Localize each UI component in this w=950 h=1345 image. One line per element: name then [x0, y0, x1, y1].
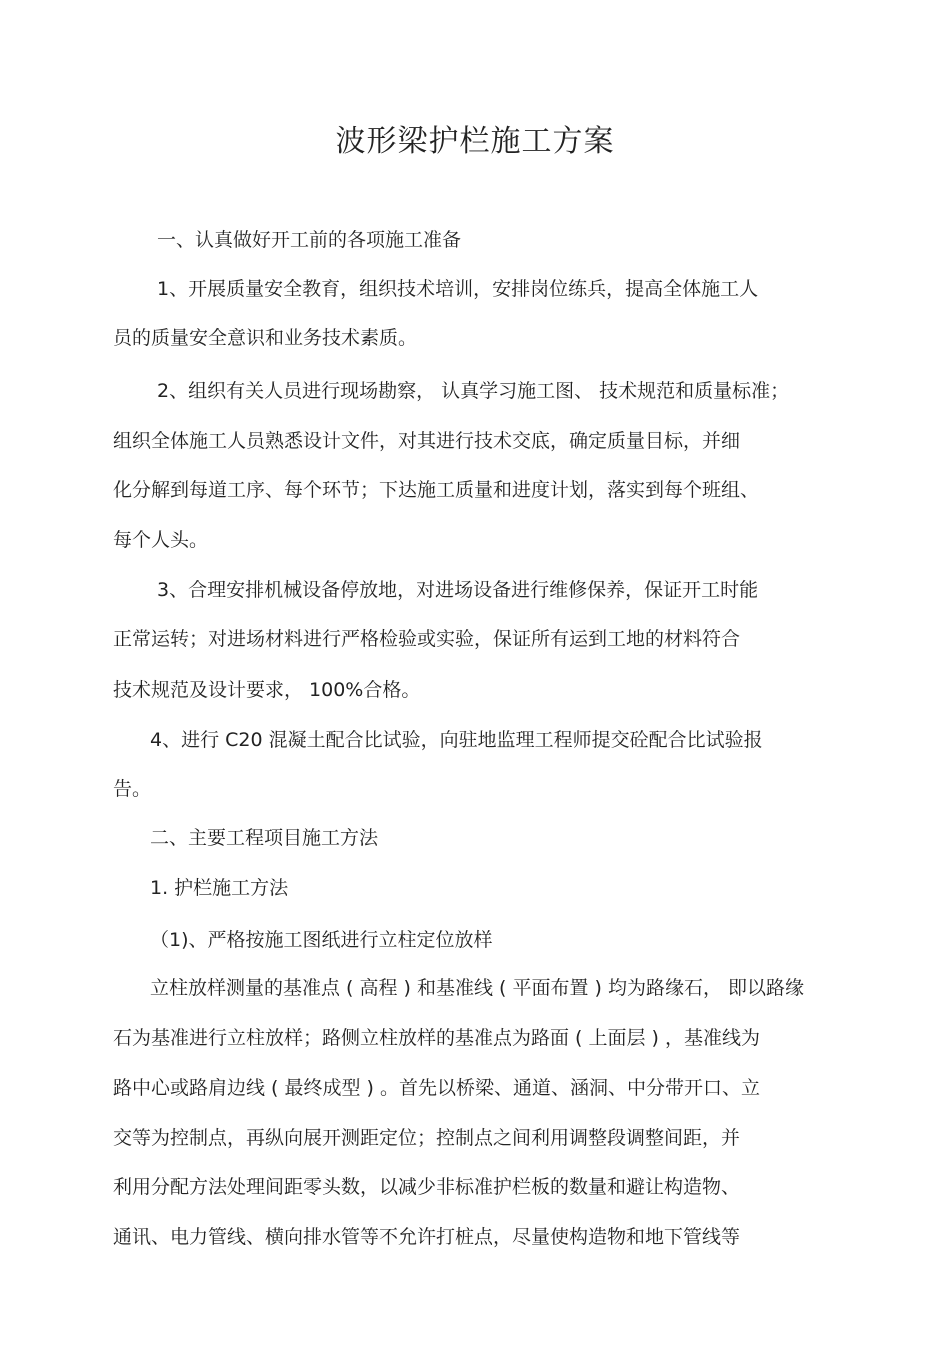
paragraph-line: 立柱放样测量的基准点 ( 高程 ) 和基准线 ( 平面布置 ) 均为路缘石， 即以路缘 [150, 977, 805, 999]
paragraph-line: 3、合理安排机械设备停放地，对进场设备进行维修保养，保证开工时能 [157, 579, 759, 601]
subsection-heading: 1. 护栏施工方法 [150, 877, 289, 899]
paragraph-line: 技术规范及设计要求， 100%合格。 [113, 679, 421, 701]
paragraph-line: 每个人头。 [113, 529, 209, 551]
paragraph-line: 告。 [113, 778, 152, 800]
paragraph-line: 石为基准进行立柱放样；路侧立柱放样的基准点为路面 ( 上面层 ) ，基准线为 [113, 1027, 760, 1049]
paragraph-line: 2、组织有关人员进行现场勘察， 认真学习施工图、 技术规范和质量标准； [157, 380, 790, 402]
paragraph-line: 组织全体施工人员熟悉设计文件，对其进行技术交底，确定质量目标，并细 [113, 430, 741, 452]
paragraph-line: 利用分配方法处理间距零头数，以减少非标准护栏板的数量和避让构造物、 [113, 1176, 741, 1198]
paragraph-line: 4、进行 C20 混凝土配合比试验，向驻地监理工程师提交砼配合比试验报 [150, 729, 763, 751]
paragraph-line: 路中心或路肩边线 ( 最终成型 ) 。首先以桥梁、通道、涵洞、中分带开口、立 [113, 1077, 760, 1099]
paragraph-line: 员的质量安全意识和业务技术素质。 [113, 327, 418, 349]
paragraph-line: 1、开展质量安全教育，组织技术培训，安排岗位练兵，提高全体施工人 [157, 278, 759, 300]
paragraph-line: 通讯、电力管线、横向排水管等不允许打桩点，尽量使构造物和地下管线等 [113, 1226, 741, 1248]
document-title: 波形梁护栏施工方案 [335, 124, 615, 159]
section-heading-1: 一、认真做好开工前的各项施工准备 [157, 229, 462, 251]
section-heading-2: 二、主要工程项目施工方法 [150, 827, 379, 849]
paragraph-line: 交等为控制点，再纵向展开测距定位；控制点之间利用调整段调整间距，并 [113, 1127, 741, 1149]
subsection-heading: （1)、严格按施工图纸进行立柱定位放样 [150, 929, 493, 951]
paragraph-line: 化分解到每道工序、每个环节；下达施工质量和进度计划，落实到每个班组、 [113, 479, 760, 501]
paragraph-line: 正常运转；对进场材料进行严格检验或实验，保证所有运到工地的材料符合 [113, 628, 741, 650]
